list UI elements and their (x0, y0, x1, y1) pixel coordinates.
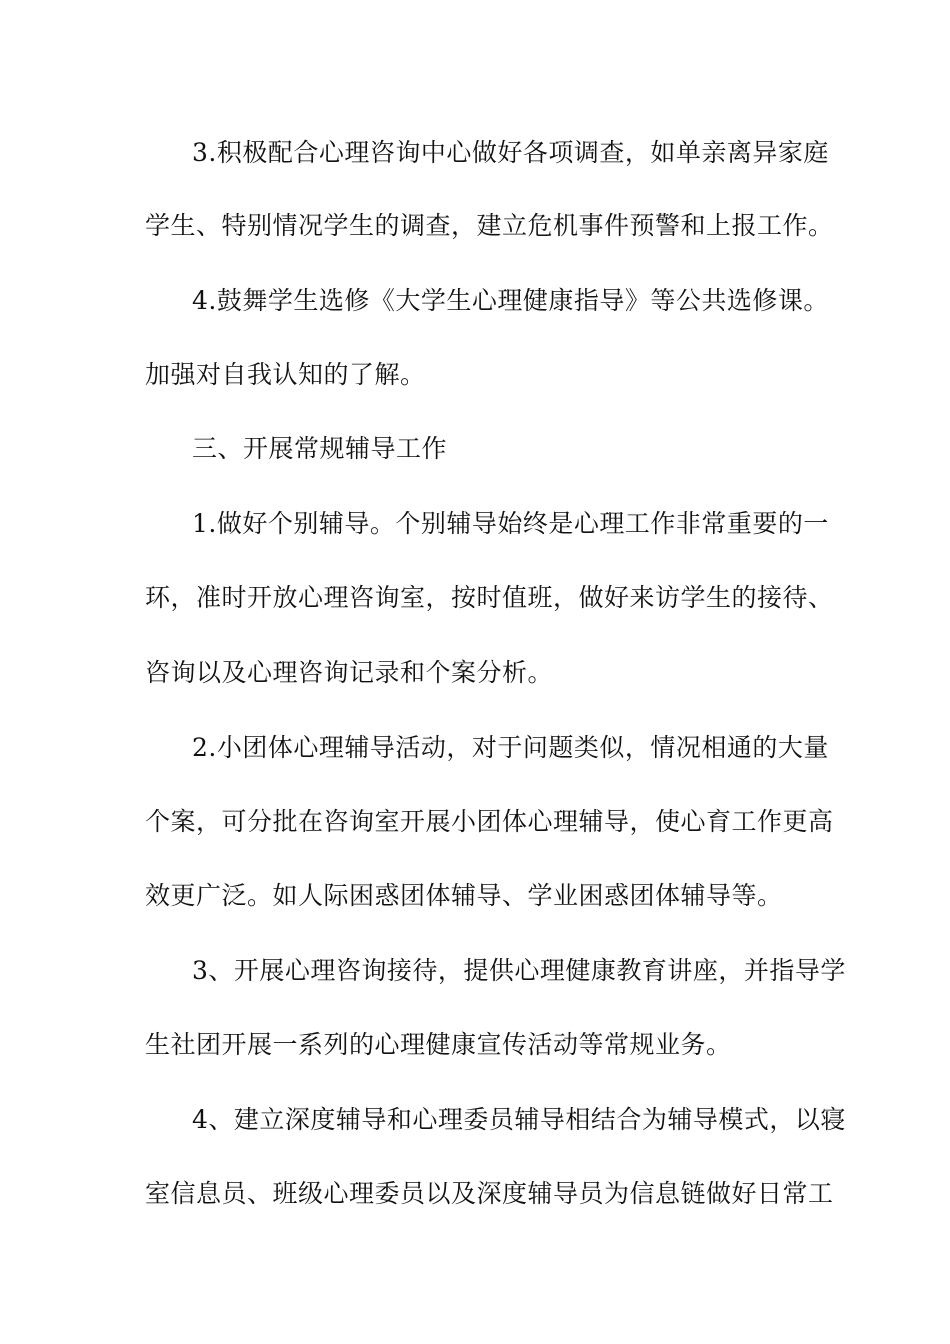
paragraph-line: 2.小团体心理辅导活动，对于问题类似，情况相通的大量 (192, 733, 829, 762)
paragraph-line: 个案，可分批在咨询室开展小团体心理辅导，使心育工作更高 (145, 807, 834, 836)
section-heading: 三、开展常规辅导工作 (192, 434, 448, 463)
paragraph-line: 3、开展心理咨询接待，提供心理健康教育讲座，并指导学 (192, 956, 846, 985)
paragraph-line: 3.积极配合心理咨询中心做好各项调查，如单亲离异家庭 (192, 138, 829, 167)
paragraph-line: 加强对自我认知的了解。 (145, 360, 426, 389)
paragraph-line: 环，准时开放心理咨询室，按时值班，做好来访学生的接待、 (145, 583, 834, 612)
paragraph-line: 1.做好个别辅导。个别辅导始终是心理工作非常重要的一 (192, 509, 829, 538)
paragraph-line: 生社团开展一系列的心理健康宣传活动等常规业务。 (145, 1030, 732, 1059)
paragraph-line: 学生、特别情况学生的调查，建立危机事件预警和上报工作。 (145, 211, 834, 240)
paragraph-line: 效更广泛。如人际困惑团体辅导、学业困惑团体辅导等。 (145, 881, 783, 910)
paragraph-line: 4.鼓舞学生选修《大学生心理健康指导》等公共选修课。 (192, 286, 829, 315)
paragraph-line: 咨询以及心理咨询记录和个案分析。 (145, 658, 554, 687)
paragraph-line: 4、建立深度辅导和心理委员辅导相结合为辅导模式，以寝 (192, 1105, 846, 1134)
paragraph-line: 室信息员、班级心理委员以及深度辅导员为信息链做好日常工 (145, 1179, 834, 1208)
